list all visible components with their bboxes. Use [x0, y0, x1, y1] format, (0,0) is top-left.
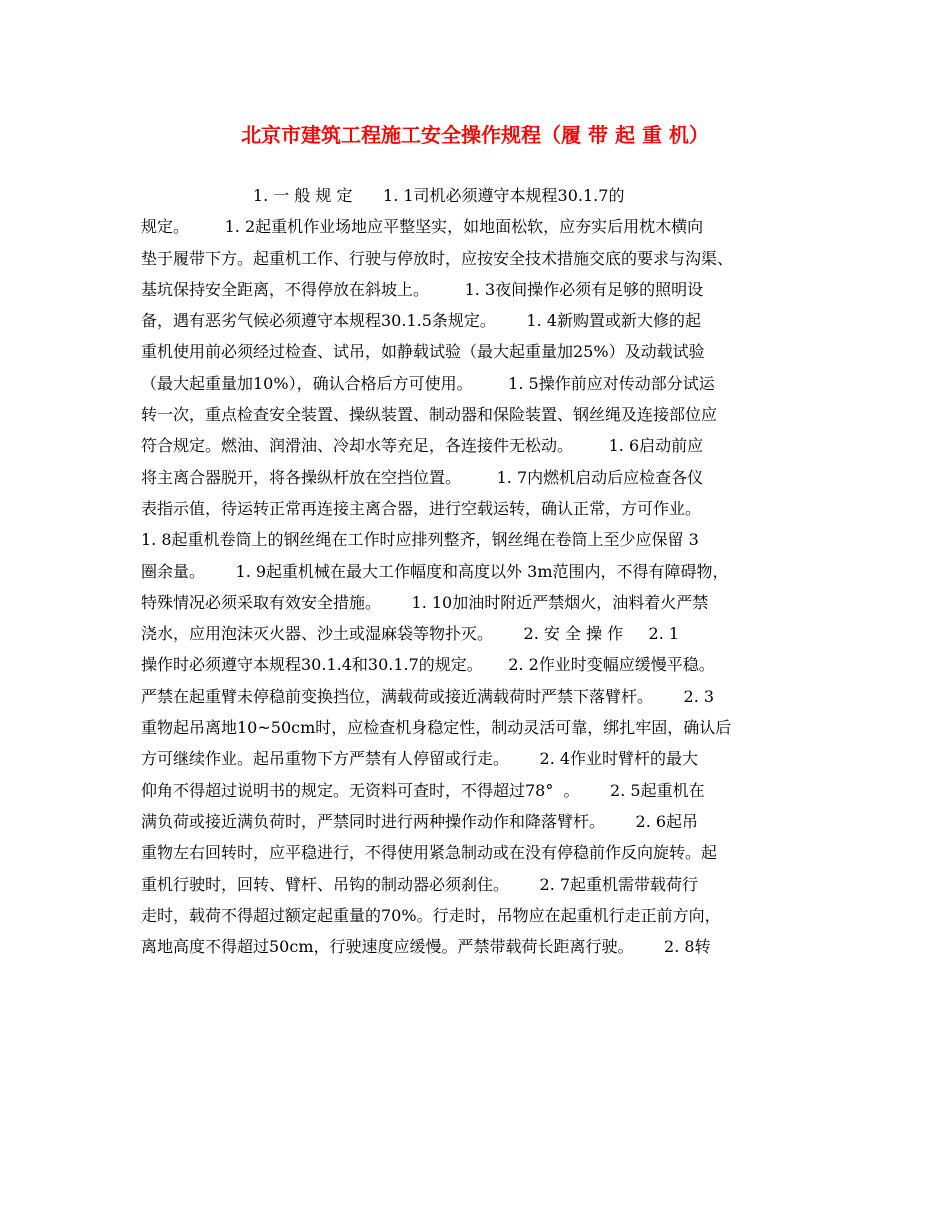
body-line: 垫于履带下方。起重机工作、行驶与停放时，应按安全技术措施交底的要求与沟渠、 [141, 248, 734, 268]
body-line: 重机行驶时，回转、臂杆、吊钩的制动器必须刹住。 2. 7起重机需带载荷行 [141, 874, 699, 894]
document-title: 北京市建筑工程施工安全操作规程（履 带 起 重 机） [241, 123, 709, 147]
body-line: 重机使用前必须经过检查、试吊，如静载试验（最大起重量加25%）及动载试验 [141, 342, 705, 362]
body-line: 重物起吊离地10~50cm时，应检查机身稳定性，制动灵活可靠，绑扎牢固，确认后 [141, 718, 732, 738]
body-line: 仰角不得超过说明书的规定。无资料可查时，不得超过78° 。 2. 5起重机在 [141, 780, 705, 800]
body-line: 离地高度不得超过50cm，行驶速度应缓慢。严禁带载荷长距离行驶。 2. 8转 [141, 937, 711, 957]
body-line: 1. 8起重机卷筒上的钢丝绳在工作时应排列整齐，钢丝绳在卷筒上至少应保留 3 [141, 530, 699, 550]
body-line: 将主离合器脱开，将各操纵杆放在空挡位置。 1. 7内燃机启动后应检查各仪 [141, 467, 704, 487]
body-line: 圈余量。 1. 9起重机械在最大工作幅度和高度以外 3m范围内，不得有障碍物， [141, 561, 729, 581]
body-line: 浇水，应用泡沫灭火器、沙土或湿麻袋等物扑灭。 2. 安 全 操 作 2. 1 [141, 624, 680, 644]
body-line: 重物左右回转时，应平稳进行，不得使用紧急制动或在没有停稳前作反向旋转。起 [141, 843, 718, 863]
body-line: （最大起重量加10%），确认合格后方可使用。 1. 5操作前应对传动部分试运 [141, 373, 715, 393]
document-body [141, 180, 811, 962]
body-line: 方可继续作业。起吊重物下方严禁有人停留或行走。 2. 4作业时臂杆的最大 [141, 749, 699, 769]
body-line: 1. 一 般 规 定 1. 1司机必须遵守本规程30.1.7的 [141, 186, 625, 205]
body-line: 规定。 1. 2起重机作业场地应平整坚实，如地面松软，应夯实后用枕木横向 [141, 217, 704, 237]
body-line: 转一次，重点检查安全装置、操纵装置、制动器和保险装置、钢丝绳及连接部位应 [141, 405, 718, 425]
body-line: 走时，载荷不得超过额定起重量的70%。行走时，吊物应在起重机行走正前方向， [141, 905, 721, 925]
body-line: 操作时必须遵守本规程30.1.4和30.1.7的规定。 2. 2作业时变幅应缓慢平稳。 [141, 655, 715, 675]
body-line: 基坑保持安全距离，不得停放在斜坡上。 1. 3夜间操作必须有足够的照明设 [141, 279, 704, 299]
body-line: 满负荷或接近满负荷时，严禁同时进行两种操作动作和降落臂杆。 2. 6起吊 [141, 811, 699, 831]
body-line: 表指示值，待运转正常再连接主离合器，进行空载运转，确认正常，方可作业。 [141, 498, 702, 518]
body-line: 严禁在起重臂未停稳前变换挡位，满载荷或接近满载荷时严禁下落臂杆。 2. 3 [141, 686, 715, 706]
body-line: 备，遇有恶劣气候必须遵守本规程30.1.5条规定。 1. 4新购置或新大修的起 [141, 311, 701, 331]
body-line: 符合规定。燃油、润滑油、冷却水等充足，各连接件无松动。 1. 6启动前应 [141, 436, 704, 456]
body-line: 特殊情况必须采取有效安全措施。 1. 10加油时附近严禁烟火，油料着火严禁 [141, 592, 709, 612]
